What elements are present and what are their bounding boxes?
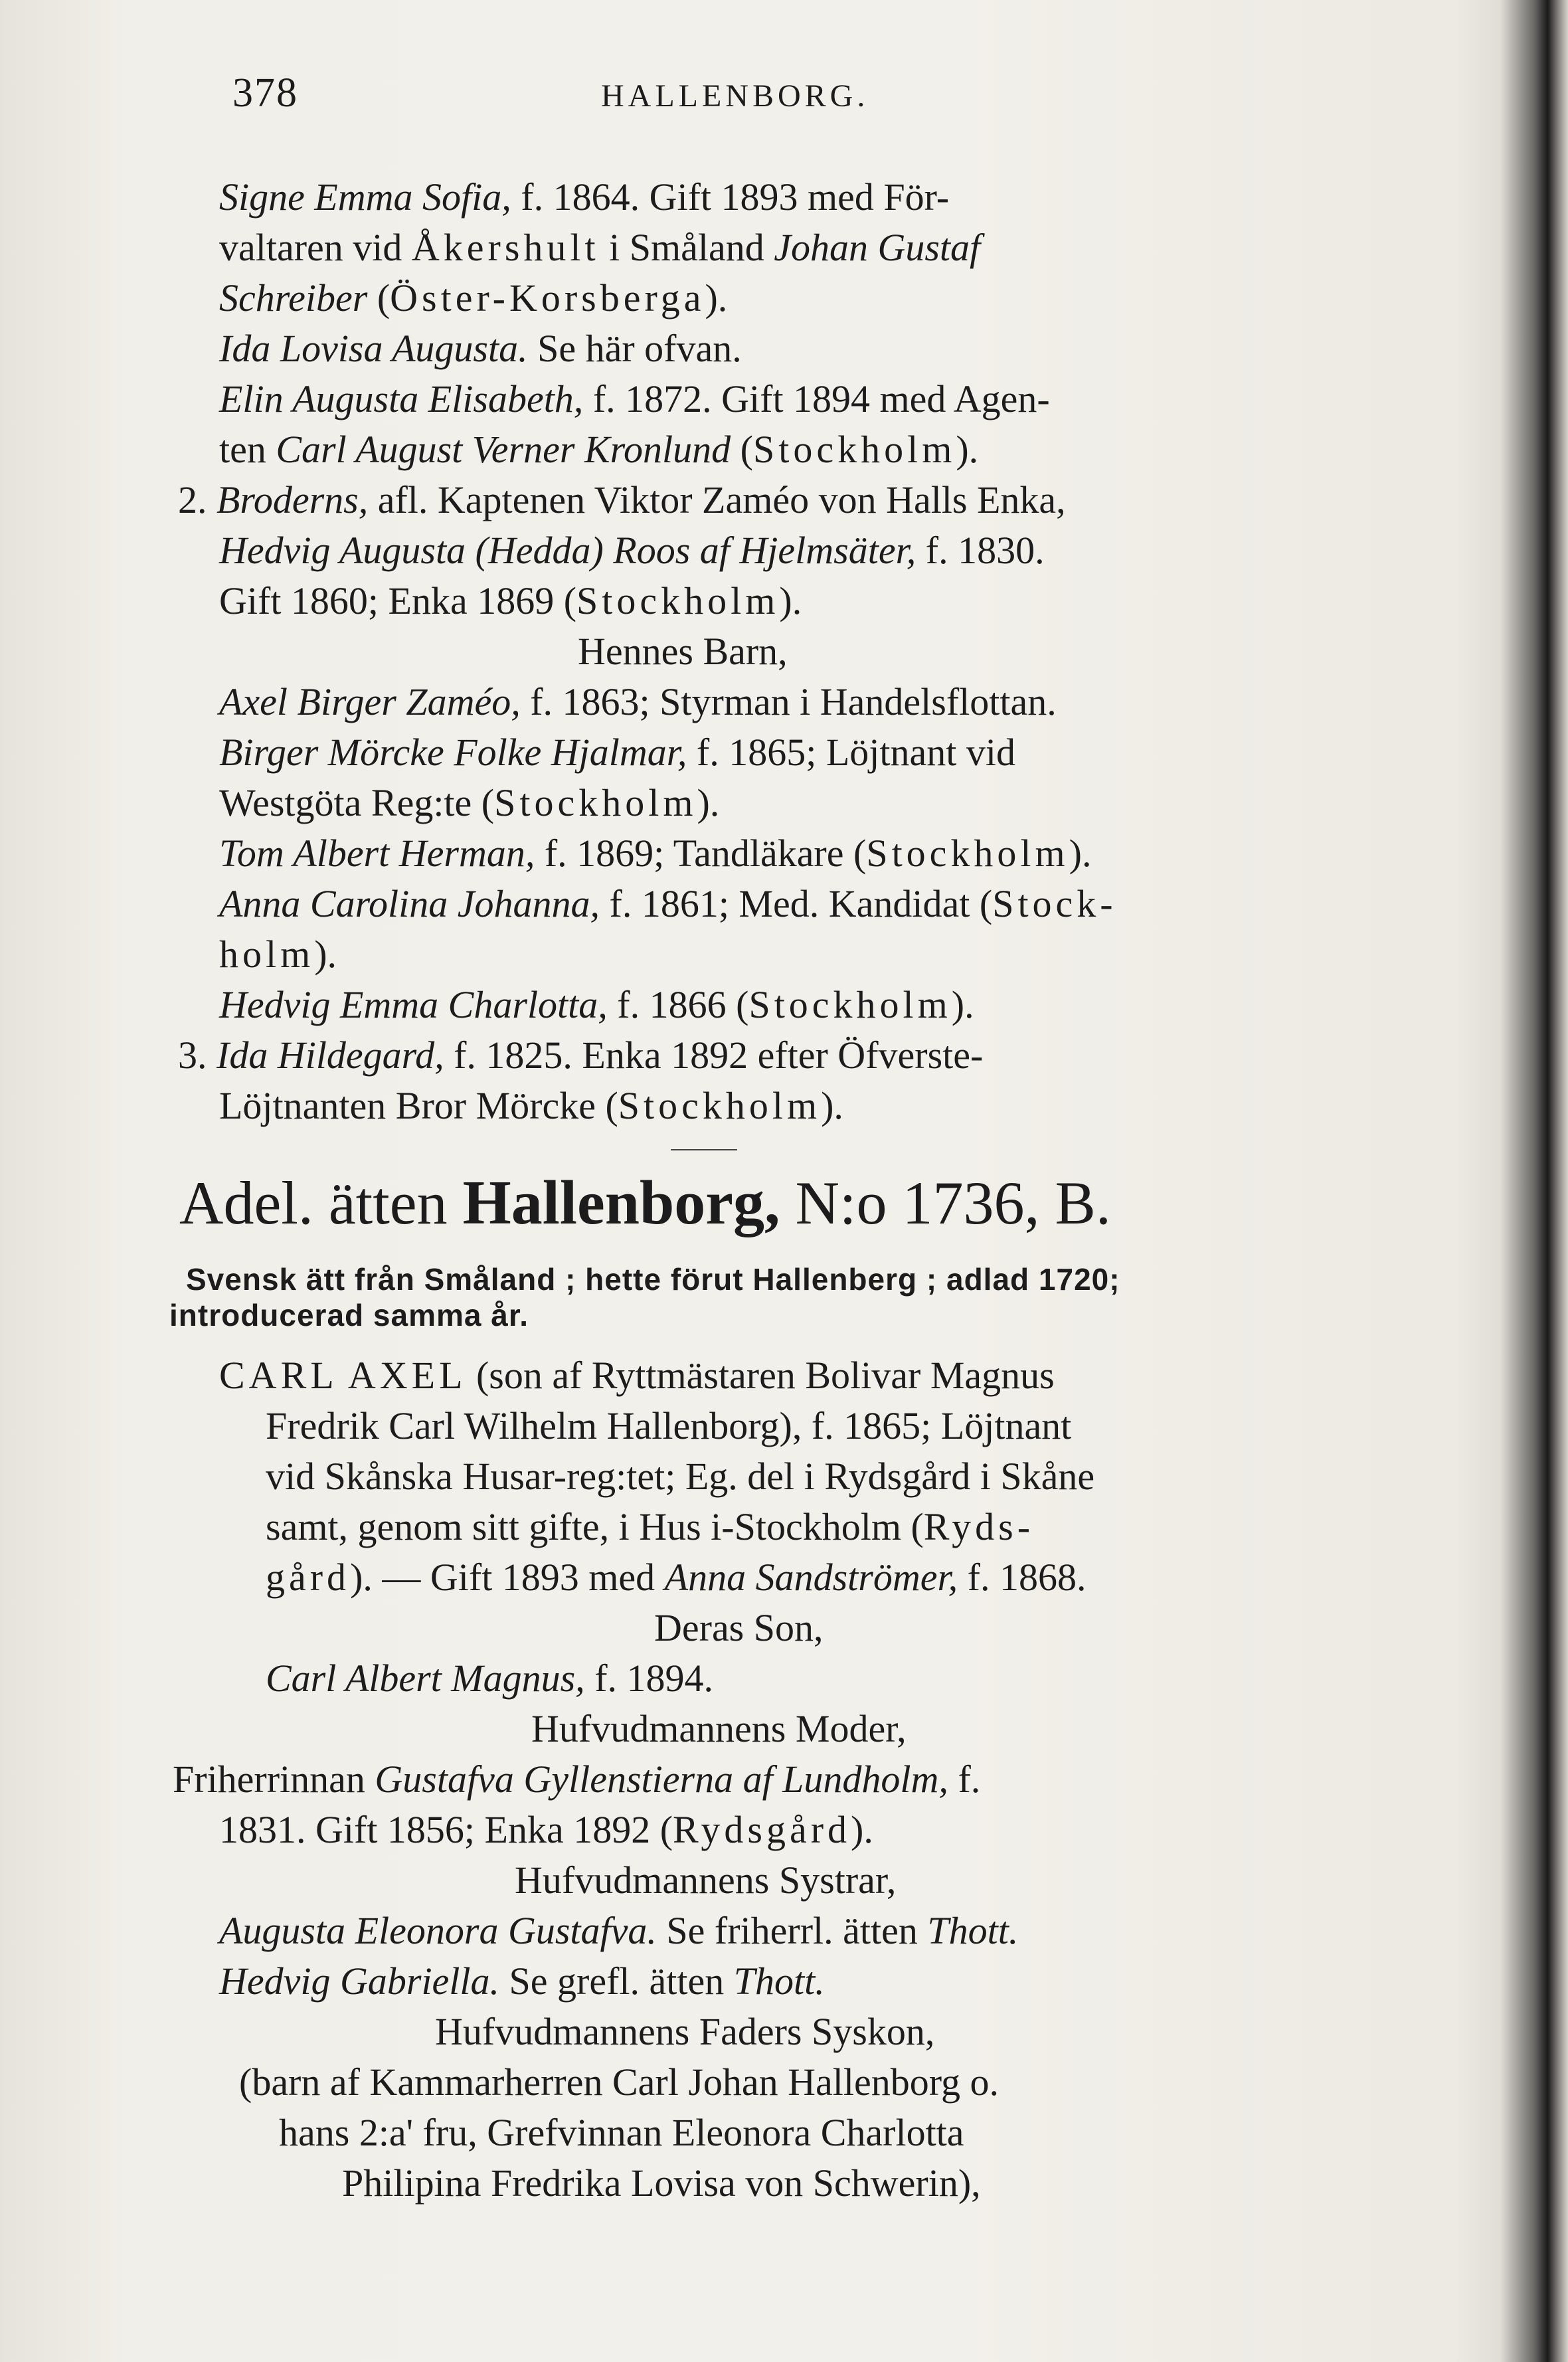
text-run: Hufvudmannens Moder, <box>531 1707 907 1750</box>
text-line <box>266 1402 1071 1451</box>
text-run: Hufvudmannens Systrar, <box>515 1859 897 1902</box>
spaced-text: Åkershult <box>411 226 600 269</box>
text-run: f. 1866 ( <box>607 983 749 1026</box>
spaced-text: Stockholm <box>748 983 952 1026</box>
text-run: f. 1868. <box>958 1556 1087 1599</box>
spaced-text: Stock- <box>992 882 1117 925</box>
text-run: f. 1863; Styrman i Handelsflottan. <box>520 680 1057 723</box>
running-head: HALLENBORG. <box>601 78 869 114</box>
italic-name: Signe Emma Sofia, <box>219 175 511 219</box>
text-line <box>239 2058 999 2107</box>
text-run: Friherrinnan <box>173 1758 375 1801</box>
spaced-text: CARL AXEL <box>219 1354 467 1397</box>
spaced-text: Stockholm <box>576 579 780 622</box>
text-run: Westgöta Reg:te ( <box>219 781 495 824</box>
italic-name: Thott. <box>733 1959 825 2003</box>
text-line <box>266 1654 713 1703</box>
text-line <box>219 728 1015 777</box>
text-line <box>219 879 1117 929</box>
text-run: 3. <box>178 1034 217 1077</box>
italic-name: Anna Carolina Johanna, <box>219 882 600 925</box>
text-run: Fredrik Carl Wilhelm Hallenborg), f. 1865; Löjtnant <box>266 1404 1072 1447</box>
spaced-text: holm <box>219 933 315 976</box>
text-line <box>219 324 742 373</box>
italic-name: Hedvig Augusta (Hedda) Roos af Hjelmsäter, <box>219 529 916 572</box>
text-run: ). <box>697 781 720 824</box>
italic-name: Johan Gustaf <box>774 226 981 269</box>
text-run: f. 1894. <box>584 1657 714 1700</box>
text-line <box>178 476 1066 525</box>
text-line <box>531 1704 907 1754</box>
page-number: 378 <box>232 70 298 116</box>
spaced-text: gård <box>266 1556 351 1599</box>
text-line <box>219 425 978 474</box>
text-run: i Småland <box>599 226 774 269</box>
text-line <box>173 1755 980 1804</box>
text-run: Löjtnanten Bror Mörcke ( <box>219 1084 618 1127</box>
text-run: ). <box>705 276 728 319</box>
text-line <box>654 1603 824 1653</box>
text-line <box>266 1502 1034 1552</box>
text-run: hans 2:a' fru, Grefvinnan Eleonora Charlotta <box>279 2111 964 2154</box>
section-heading-prefix: Adel. ätten <box>179 1169 463 1237</box>
text-run: afl. Kaptenen Viktor Zaméo von Halls Enka, <box>368 478 1066 521</box>
italic-name: Thott. <box>927 1909 1019 1952</box>
text-line <box>342 2159 981 2208</box>
text-line <box>178 1031 983 1080</box>
text-run: Se friherrl. ätten <box>656 1909 928 1952</box>
text-run: Hufvudmannens Faders Syskon, <box>435 2010 935 2053</box>
spaced-text: Stockholm <box>494 781 697 824</box>
text-line <box>266 1452 1094 1501</box>
text-run: ). — Gift 1893 med <box>350 1556 665 1599</box>
italic-name: Anna Sandströmer, <box>664 1556 958 1599</box>
text-line <box>219 829 1091 878</box>
text-run: ( <box>367 276 391 319</box>
text-run: ). <box>779 579 802 622</box>
text-line <box>219 1805 873 1855</box>
text-run: f. <box>948 1758 981 1801</box>
text-run: Se här ofvan. <box>527 327 742 370</box>
italic-name: Ida Hildegard, <box>217 1034 444 1077</box>
text-run: 2. <box>178 478 217 521</box>
italic-name: Carl August Verner Kronlund <box>276 428 731 471</box>
italic-name: Broderns, <box>217 478 369 521</box>
text-line <box>578 627 788 676</box>
section-heading-family: Hallenborg, <box>462 1168 780 1237</box>
text-line <box>219 1906 1018 1955</box>
text-run: ). <box>956 428 979 471</box>
text-run: f. 1864. Gift 1893 med För- <box>511 175 950 219</box>
text-run: vid Skånska Husar-reg:tet; Eg. del i Rydsgård i Skåne <box>266 1455 1095 1498</box>
italic-name: Gustafva Gyllenstierna af Lundholm, <box>375 1758 948 1801</box>
text-line <box>219 375 1050 424</box>
text-run: f. 1830. <box>916 529 1045 572</box>
text-run: ten <box>219 428 276 471</box>
italic-name: Ida Lovisa Augusta. <box>219 327 528 370</box>
spaced-text: Stockholm <box>866 832 1069 875</box>
intro-line: Svensk ätt från Småland ; hette förut Hallenberg ; adlad 1720; <box>186 1262 1120 1297</box>
text-run: Deras Son, <box>654 1606 824 1649</box>
text-line <box>219 173 949 222</box>
text-run: Philipina Fredrika Lovisa von Schwerin), <box>342 2161 981 2205</box>
italic-name: Schreiber <box>219 276 368 319</box>
text-line <box>219 1351 1055 1400</box>
text-run: samt, genom sitt gifte, i Hus i-Stockholm ( <box>266 1505 924 1548</box>
text-run: valtaren vid <box>219 226 412 269</box>
text-line <box>219 223 980 272</box>
text-run: f. 1825. Enka 1892 efter Öfverste- <box>444 1034 984 1077</box>
italic-name: Elin Augusta Elisabeth, <box>219 377 584 420</box>
text-run: f. 1861; Med. Kandidat ( <box>600 882 993 925</box>
text-run: ( <box>731 428 753 471</box>
section-heading <box>179 1166 1111 1239</box>
section-divider <box>671 1149 737 1150</box>
text-line <box>219 930 337 979</box>
spaced-text: Stockholm <box>752 428 956 471</box>
text-run: f. 1872. Gift 1894 med Agen- <box>583 377 1050 420</box>
italic-name: Augusta Eleonora Gustafva. <box>219 1909 657 1952</box>
text-run: ). <box>821 1084 843 1127</box>
intro-line: introducerad samma år. <box>169 1298 529 1332</box>
text-run: (son af Ryttmästaren Bolivar Magnus <box>466 1354 1055 1397</box>
italic-name: Axel Birger Zaméo, <box>219 680 521 723</box>
spaced-text: Ryds- <box>923 1505 1035 1548</box>
spaced-text: Stockholm <box>618 1084 822 1127</box>
text-run: ). <box>951 983 974 1026</box>
text-line <box>515 1856 896 1905</box>
text-line <box>219 1081 843 1131</box>
text-line <box>219 526 1045 575</box>
italic-name: Hedvig Emma Charlotta, <box>219 983 608 1026</box>
section-heading-number: N:o 1736, B. <box>780 1169 1111 1237</box>
text-run: ). <box>851 1808 873 1851</box>
text-line <box>219 1957 825 2006</box>
text-line <box>279 2108 964 2157</box>
page-edge-shadow <box>1455 0 1568 2362</box>
italic-name: Carl Albert Magnus, <box>266 1657 585 1700</box>
italic-name: Hedvig Gabriella. <box>219 1959 500 2003</box>
text-run: Gift 1860; Enka 1869 ( <box>219 579 577 622</box>
text-run: f. 1869; Tandläkare ( <box>535 832 867 875</box>
text-run: f. 1865; Löjtnant vid <box>687 731 1015 774</box>
text-line <box>219 778 719 828</box>
text-line <box>219 274 727 323</box>
text-run: Hennes Barn, <box>578 630 788 673</box>
text-run: 1831. Gift 1856; Enka 1892 ( <box>219 1808 673 1851</box>
spaced-text: Rydsgård <box>673 1808 851 1851</box>
text-line <box>219 577 802 626</box>
text-run: (barn af Kammarherren Carl Johan Hallenborg o. <box>239 2060 999 2104</box>
text-line <box>219 678 1057 727</box>
text-run: Se grefl. ätten <box>499 1959 734 2003</box>
italic-name: Birger Mörcke Folke Hjalmar, <box>219 731 687 774</box>
text-run: ). <box>314 933 337 976</box>
spaced-text: Öster-Korsberga <box>390 276 705 319</box>
text-line <box>435 2007 934 2056</box>
text-line <box>266 1553 1086 1602</box>
italic-name: Tom Albert Herman, <box>219 832 535 875</box>
text-run: ). <box>1069 832 1092 875</box>
text-line <box>219 980 974 1030</box>
